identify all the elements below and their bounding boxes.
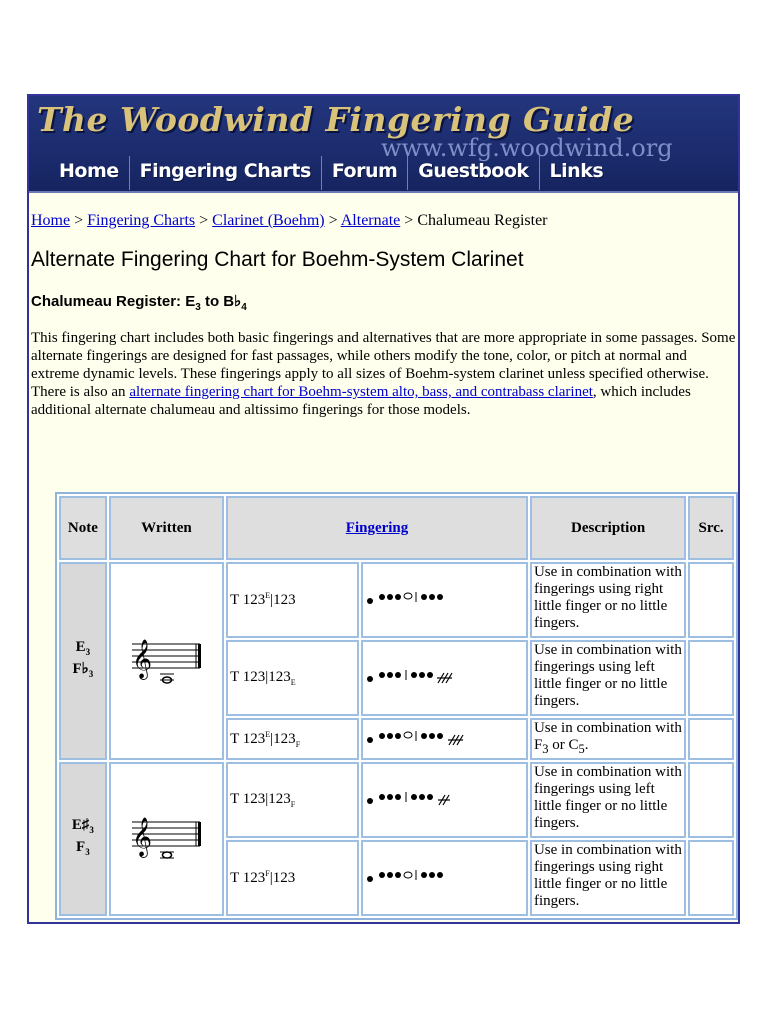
fingering-code-cell xyxy=(226,640,359,716)
source-cell xyxy=(688,718,734,760)
intro-alto-bass-link[interactable]: alternate fingering chart for Boehm-system alto, bass, and contrabass clarinet xyxy=(129,384,593,400)
intro-text-after: , which includes additional alternate chalumeau and altissimo fingerings for those models. xyxy=(31,384,691,418)
source-cell xyxy=(688,562,734,638)
fingering-table xyxy=(55,492,738,920)
source-cell xyxy=(688,762,734,838)
breadcrumb-separator: > xyxy=(74,212,84,229)
subtitle-prefix: Chalumeau Register: E xyxy=(31,293,196,310)
breadcrumb-alternate[interactable]: Alternate xyxy=(340,212,401,229)
code-text: T 123 xyxy=(230,730,266,747)
main-nav xyxy=(49,156,613,190)
page-frame xyxy=(27,94,740,924)
subtitle-from-octave: 3 xyxy=(195,302,201,313)
description-cell: Use in combination with fingerings using left little finger or no little fingers. xyxy=(530,640,686,716)
fingering-code-cell xyxy=(226,762,359,838)
fingering-code-cell xyxy=(226,840,359,916)
note-name: F xyxy=(76,839,86,855)
fingering-diagram-icon xyxy=(365,587,475,609)
header-src: Src. xyxy=(688,496,734,560)
written-staff-cell xyxy=(109,762,224,916)
fingering-diagram-icon xyxy=(365,726,485,748)
header-note: Note xyxy=(59,496,107,560)
note-name: F xyxy=(72,661,82,677)
header-written: Written xyxy=(109,496,224,560)
fingering-header-link[interactable]: Fingering xyxy=(345,519,409,536)
desc-text: . xyxy=(584,737,589,753)
fingering-diagram-icon xyxy=(365,787,475,809)
fingering-diagram-cell xyxy=(361,718,528,760)
register-subtitle xyxy=(31,292,247,313)
nav-fingering-charts[interactable]: Fingering Charts xyxy=(129,156,321,190)
fingering-diagram-icon xyxy=(365,665,475,687)
breadcrumb-current: Chalumeau Register xyxy=(417,212,548,229)
source-cell xyxy=(688,840,734,916)
fingering-diagram-cell xyxy=(361,640,528,716)
note-cell xyxy=(59,762,107,916)
nav-home[interactable]: Home xyxy=(59,160,119,182)
breadcrumb-separator: > xyxy=(199,212,209,229)
nav-guestbook[interactable]: Guestbook xyxy=(407,156,538,190)
fingering-code-cell xyxy=(226,562,359,638)
code-sub: F xyxy=(295,739,301,749)
fingering-diagram-cell xyxy=(361,562,528,638)
note-accidental: ♭ xyxy=(81,661,89,677)
source-cell xyxy=(688,640,734,716)
breadcrumb-separator: > xyxy=(328,212,338,229)
note-octave: 3 xyxy=(85,647,91,657)
code-sup: F xyxy=(265,869,270,878)
table-header-row xyxy=(59,496,734,560)
note-octave: 3 xyxy=(85,847,90,857)
site-logo-title[interactable]: The Woodwind Fingering Guide xyxy=(37,100,635,139)
treble-staff-f3-icon xyxy=(126,812,206,862)
treble-staff-e3-icon xyxy=(126,634,206,684)
note-accidental: ♯ xyxy=(81,817,90,833)
code-text: T 123|123 xyxy=(230,669,291,685)
code-text: T 123|123 xyxy=(230,791,291,807)
description-cell: Use in combination with fingerings using right little finger or no little fingers. xyxy=(530,562,686,638)
table-row xyxy=(59,762,734,838)
intro-text-before: This fingering chart includes both basic fingerings and alternatives that are more appropriate in some passages. Some alternate fingerings are designed for fast passages, while others modify the tone, color, or pitch at normal and extreme dynamic levels. These fingerings apply to all sizes of Boehm-system clarinet unless specified otherwise. There is also an xyxy=(31,330,736,400)
header-fingering xyxy=(226,496,528,560)
svg-text:𝄞: 𝄞 xyxy=(132,816,153,857)
table-row xyxy=(59,562,734,638)
site-banner xyxy=(29,96,738,193)
fingering-diagram-cell xyxy=(361,840,528,916)
breadcrumb xyxy=(31,212,548,230)
code-text: |123 xyxy=(270,730,296,747)
description-cell xyxy=(530,718,686,760)
breadcrumb-fingering-charts[interactable]: Fingering Charts xyxy=(87,212,196,229)
desc-text: or C xyxy=(548,737,579,753)
subtitle-to-octave: 4 xyxy=(241,302,247,313)
desc-sub: 3 xyxy=(542,742,549,756)
note-octave: 3 xyxy=(89,825,94,835)
note-cell xyxy=(59,562,107,760)
subtitle-mid: to B xyxy=(200,293,235,310)
code-text: |123 xyxy=(270,592,296,608)
desc-sub: 5 xyxy=(578,742,585,756)
code-sub: E xyxy=(290,678,296,687)
code-text: T 123 xyxy=(230,870,266,886)
note-name: E xyxy=(75,639,86,655)
code-sup: E xyxy=(265,591,271,600)
breadcrumb-separator: > xyxy=(404,212,414,229)
desc-text: Use in combination with F xyxy=(533,720,682,753)
svg-text:𝄞: 𝄞 xyxy=(132,638,153,679)
site-url: www.wfg.woodwind.org xyxy=(381,134,673,162)
nav-forum[interactable]: Forum xyxy=(321,156,407,190)
intro-paragraph xyxy=(31,329,736,419)
header-description: Description xyxy=(530,496,686,560)
breadcrumb-home[interactable]: Home xyxy=(31,212,71,229)
note-name: E xyxy=(71,817,82,833)
written-staff-cell xyxy=(109,562,224,760)
fingering-code-cell xyxy=(226,718,359,760)
code-sup: E xyxy=(265,729,271,739)
fingering-diagram-cell xyxy=(361,762,528,838)
description-cell: Use in combination with fingerings using right little finger or no little fingers. xyxy=(530,840,686,916)
fingering-diagram-icon xyxy=(365,865,475,887)
page-title: Alternate Fingering Chart for Boehm-System Clarinet xyxy=(31,248,524,271)
code-sub: F xyxy=(290,800,296,809)
breadcrumb-clarinet[interactable]: Clarinet (Boehm) xyxy=(212,212,325,229)
description-cell: Use in combination with fingerings using left little finger or no little fingers. xyxy=(530,762,686,838)
code-text: T 123 xyxy=(230,592,266,608)
nav-links[interactable]: Links xyxy=(539,156,614,190)
note-octave: 3 xyxy=(88,669,94,679)
code-text: |123 xyxy=(269,870,296,886)
subtitle-accidental: ♭ xyxy=(234,293,242,310)
